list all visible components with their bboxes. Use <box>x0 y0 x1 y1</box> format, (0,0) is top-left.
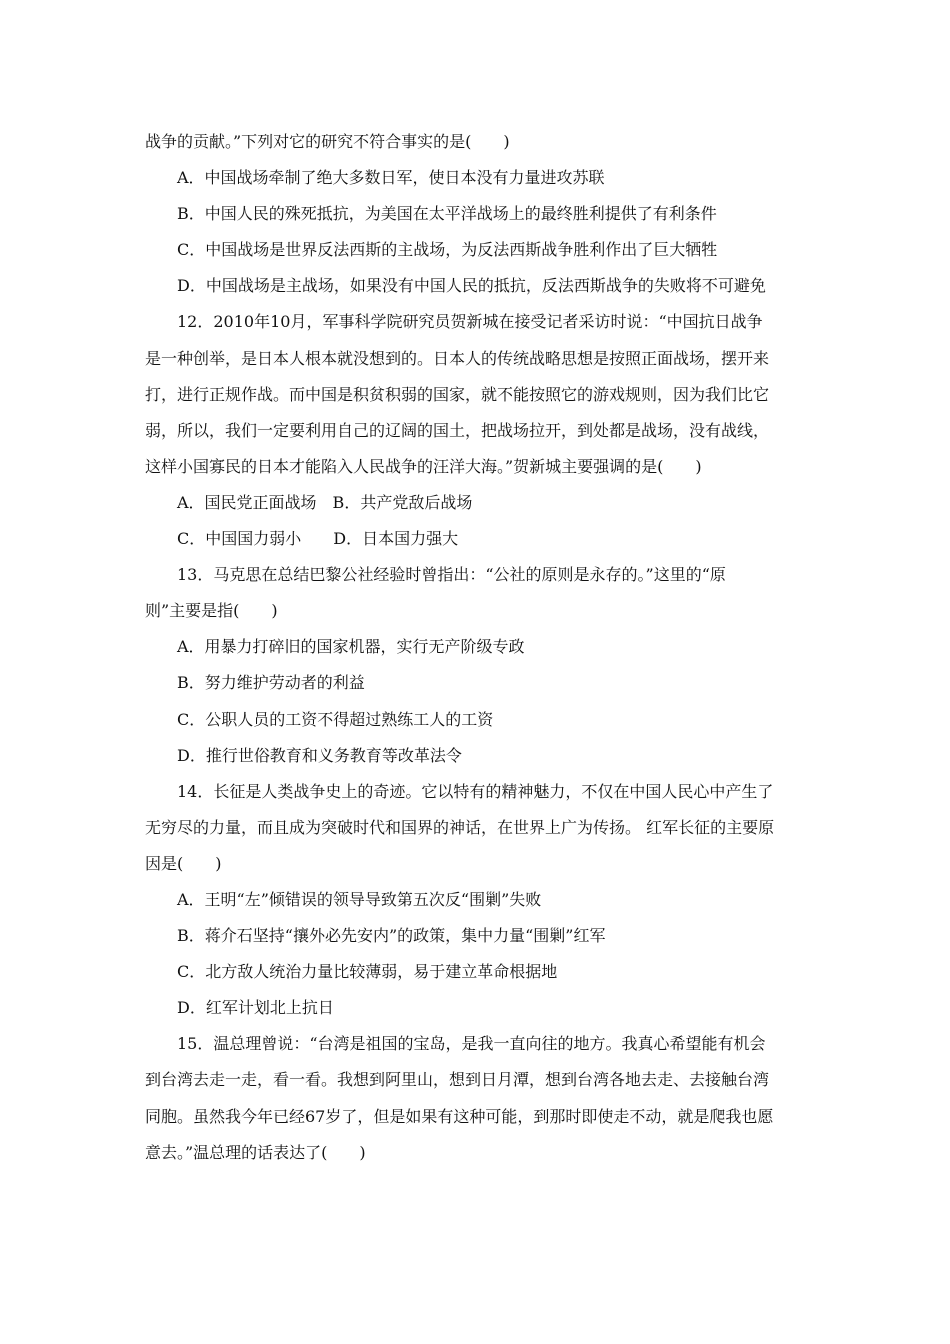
text-line: B．努力维护劳动者的利益 <box>177 673 365 693</box>
text-line: 战争的贡献。”下列对它的研究不符合事实的是( ) <box>145 132 510 151</box>
text-line: D．红军计划北上抗日 <box>177 998 334 1018</box>
text-line: 打，进行正规作战。而中国是积贫积弱的国家，就不能按照它的游戏规则，因为我们比它 <box>145 384 770 404</box>
text-line: 弱，所以，我们一定要利用自己的辽阔的国土，把战场拉开，到处都是战场，没有战线， <box>145 420 770 440</box>
text-line: 14．长征是人类战争史上的奇迹。它以特有的精神魅力，不仅在中国人民心中产生了 <box>177 781 774 801</box>
text-line: D．中国战场是主战场，如果没有中国人民的抵抗，反法西斯战争的失败将不可避免 <box>177 276 766 296</box>
text-line: 则”主要是指( ) <box>145 601 278 621</box>
text-line: C．北方敌人统治力量比较薄弱，易于建立革命根据地 <box>177 962 558 982</box>
text-line: B．中国人民的殊死抵抗，为美国在太平洋战场上的最终胜利提供了有利条件 <box>177 204 717 224</box>
text-line: A．用暴力打碎旧的国家机器，实行无产阶级专政 <box>177 637 525 657</box>
text-line: 13．马克思在总结巴黎公社经验时曾指出：“公社的原则是永存的。”这里的“原 <box>177 565 726 585</box>
text-line: B．蒋介石坚持“攘外必先安内”的政策，集中力量“围剿”红军 <box>177 926 606 946</box>
text-line: 无穷尽的力量，而且成为突破时代和国界的神话，在世界上广为传扬。 红军长征的主要原 <box>145 817 775 837</box>
text-line: A．国民党正面战场 B．共产党敌后战场 <box>177 492 473 512</box>
text-line: 这样小国寡民的日本才能陷入人民战争的汪洋大海。”贺新城主要强调的是( ) <box>145 456 702 476</box>
text-line: 12．2010年10月，军事科学院研究员贺新城在接受记者采访时说：“中国抗日战争 <box>177 312 763 332</box>
text-line: 同胞。虽然我今年已经67岁了，但是如果有这种可能，到那时即使走不动，就是爬我也愿 <box>145 1106 774 1126</box>
text-line: C．中国国力弱小 D．日本国力强大 <box>177 529 459 549</box>
text-line: 到台湾去走一走，看一看。我想到阿里山，想到日月潭，想到台湾各地去走、去接触台湾 <box>145 1070 770 1090</box>
text-line: D．推行世俗教育和义务教育等改革法令 <box>177 745 462 765</box>
text-line: 意去。”温总理的话表达了( ) <box>145 1142 366 1162</box>
text-line: A．王明“左”倾错误的领导导致第五次反“围剿”失败 <box>177 889 542 909</box>
text-line: A．中国战场牵制了绝大多数日军，使日本没有力量进攻苏联 <box>177 168 605 188</box>
text-line: C．公职人员的工资不得超过熟练工人的工资 <box>177 709 494 729</box>
text-line: C．中国战场是世界反法西斯的主战场，为反法西斯战争胜利作出了巨大牺牲 <box>177 240 718 260</box>
text-line: 15．温总理曾说：“台湾是祖国的宝岛，是我一直向往的地方。我真心希望能有机会 <box>177 1034 766 1054</box>
text-line: 因是( ) <box>145 853 222 873</box>
document-body <box>145 124 810 1171</box>
text-line: 是一种创举，是日本人根本就没想到的。日本人的传统战略思想是按照正面战场，摆开来 <box>145 348 770 368</box>
